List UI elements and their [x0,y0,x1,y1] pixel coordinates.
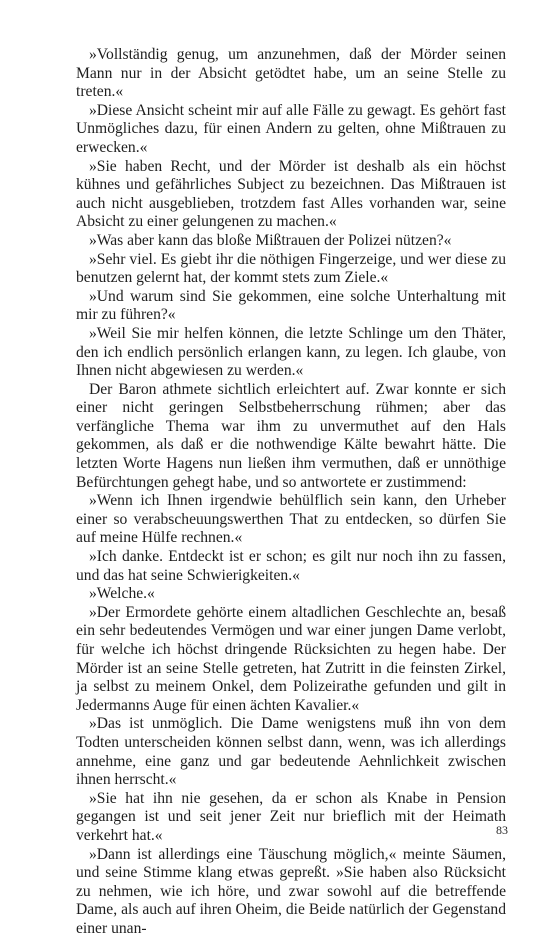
paragraph: »Weil Sie mir helfen können, die letzte Schlinge um den Thäter, den ich endlich persönlich erlangen kann, zu legen. Ich glaube, von Ihnen nicht abgewiesen zu werden.« [76,324,506,380]
paragraph: »Dann ist allerdings eine Täuschung möglich,« meinte Säumen, und seine Stimme klang etwas gepreßt. »Sie haben also Rücksicht zu nehmen, wie ich höre, und zwar sowohl auf die betreffende Dame, als auch auf ihren Oheim, die Beide natürlich der Gegenstand einer unan- [76,845,506,937]
paragraph: »Ich danke. Entdeckt ist er schon; es gilt nur noch ihn zu fassen, und das hat seine Schwierigkeiten.« [76,548,506,584]
paragraph: »Sehr viel. Es giebt ihr die nöthigen Fingerzeige, und wer diese zu benutzen gelernt hat, der kommt stets zum Ziele.« [76,250,506,287]
paragraph: Der Baron athmete sichtlich erleichtert auf. Zwar konnte er sich einer nicht geringen Selbstbeherrschung rühmen; aber das verfängliche Thema war ihm zu unvermuthet auf den Hals gekommen, als daß er die nothwendige Kälte bewahrt hätte. Die letzten Worte Hagens nun ließen ihm vermuthen, daß er unnöthige Befürchtungen gehegt habe, und so antwortete er zustimmend: [76,380,506,491]
page-number: 83 [496,823,508,837]
paragraph: »Diese Ansicht scheint mir auf alle Fälle zu gewagt. Es gehört fast Unmögliches dazu, für einen Andern zu gelten, ohne Mißtrauen zu erwecken.« [76,101,506,156]
paragraph: »Wenn ich Ihnen irgendwie behülflich sein kann, den Urheber einer so verabscheuungswerthen That zu entdecken, so dürfen Sie auf meine Hülfe rechnen.« [76,492,506,547]
paragraph: »Sie hat ihn nie gesehen, da er schon als Knabe in Pension gegangen ist und seit jener Zeit nur brieflich mit der Heimath verkehrt hat.« [76,789,506,844]
paragraph: »Welche.« [89,585,155,603]
body-text [76,46,506,939]
paragraph: »Und warum sind Sie gekommen, eine solche Unterhaltung mit mir zu führen?« [76,287,506,324]
paragraph: »Der Ermordete gehörte einem altadlichen Geschlechte an, besaß ein sehr bedeutendes Vermögen und war einer jungen Dame verlobt, für welche ich höchst dringende Rücksichten zu hegen habe. Der Mörder ist an seine Stelle getreten, hat Zutritt in die feinsten Zirkel, ja selbst zu meinem Onkel, dem Polizeirathe gefunden und gilt in Jedermanns Auge für einen ächten Kavalier.« [76,603,506,714]
paragraph: »Das ist unmöglich. Die Dame wenigstens muß ihn von dem Todten unterscheiden können selbst dann, wenn, was ich allerdings annehme, eine ganz und gar bedeutende Aehnlichkeit zwischen ihnen herrscht.« [76,715,506,789]
paragraph: »Sie haben Recht, und der Mörder ist deshalb als ein höchst kühnes und gefährliches Subject zu bezeichnen. Das Mißtrauen ist auch nicht ausgeblieben, trotzdem fast Alles vorhanden war, seine Absicht zu einer gelungenen zu machen.« [76,157,506,231]
paragraph: »Vollständig genug, um anzunehmen, daß der Mörder seinen Mann nur in der Absicht getödtet habe, um an seine Stelle zu treten.« [76,46,506,101]
paragraph: »Was aber kann das bloße Mißtrauen der Polizei nützen?« [89,231,452,249]
